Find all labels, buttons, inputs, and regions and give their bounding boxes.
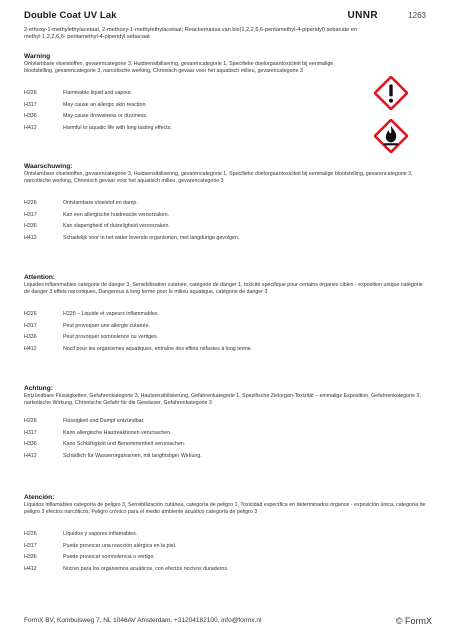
hazard-statement: H336 Kann Schläfrigkeit und Benommenheit verursachen. [24,441,186,448]
ghs-pictograms [374,76,434,162]
hazard-statement-list [24,531,354,577]
hazard-statement-list [24,90,354,136]
hazard-statement: H226 H226 – Liquide et vapeurs inflammables. [24,311,159,317]
section-description: Ontvlambare vloeistoffen, gevarencategorie 3, Huidsensibilisering, gevarencategorie 1, Specifieke doelorgaantoxiciteit bij eenmalige blootstelling, gevarencategorie 3, narcotische werking, Chronisch gevaar voor het aquatisch milieu, gevarencategorie 3 [24,61,334,75]
hazard-statement: H226 Flüssigkeit und Dampf entzündbar. [24,418,145,424]
hazard-statement: H412 Schädlich für Wasserorganismen, mit langfristiger Wirkung. [24,452,202,459]
section-es [24,494,426,572]
hazard-statement: H336 Peut provoquer somnolence ou vertiges. [24,334,159,341]
hazard-statement: H336 May cause drowsiness or dizziness. [24,113,148,120]
section-de [24,385,426,459]
section-heading: Waarschuwing: [24,163,73,170]
hazard-statement-list [24,418,354,464]
hazard-statement: H226 Ontvlambare vloeistof en damp. [24,200,138,206]
section-heading: Warning [24,53,51,60]
hazard-statement: H317 Kan een allergische huidreactie veroorzaken. [24,211,170,218]
flame-pictogram [374,119,408,153]
hazard-statement: H412 Schadelijk voor in het water levende organismen, met langdurige gevolgen. [24,234,240,241]
section-description: Entzündbare Flüssigkeiten, Gefahrenkategorie 3, Hautsensibilisierung, Gefahrenkategorie 1, Spezifische Zielorgan-Toxizität – einmalige Exposition, Gefahrenkategorie 3, narkotische Wirkung, Chronische Gefahr für die Gewässer, Gefahrenkategorie 3 [24,393,421,407]
hazard-statement: H336 Puede provocar somnolencia o vértigo. [24,554,155,561]
section-description: Liquides inflammables catégorie de danger 3, Sensibilisation cutanée, catégorie de danger 1, toxicité spécifique pour certains organes cibles - exposition unique catégorie de danger 3 effets narcotiques, Dangereux à long terme pour le milieu aquatique, catégorie de danger 3 [24,282,423,296]
hazard-statement: H226 Flammable liquid and vapour. [24,90,133,96]
substance-list: 2-ethoxy-1-methylethylacetaat, 2-methoxy-1-methylethylacetaat; Reactiemassa van bis(1,2,2,6,6-pentamethyl-4-piperidyl) sebacate en methyl 1,2,2,6,6- pentamethyl-4-piperidyl sebacaat [24,27,357,41]
section-description: Líquidos inflamables categoría de peligro 3, Sensibilización cutánea, categoría de peligro 1, Toxicidad específica en determinados órganos - exposición única, categoría de peligro 3 efectos narcóticos, Peligro crónico para el medio ambiente acuático categoría de peligro 3 [24,502,426,516]
hazard-statement-list [24,200,354,246]
hazard-statement: H317 May cause an allergic skin reaction. [24,101,147,108]
section-heading: Achtung: [24,385,53,392]
label-header [24,10,426,24]
brand-name: UNNR [347,10,378,21]
hazard-statement: H336 Kan slaperigheid of duizeligheid veroorzaken. [24,223,170,230]
section-nl [24,163,426,241]
hazard-statement-list [24,311,354,357]
hazard-statement: H412 Harmful to aquatic life with long lasting effects. [24,124,172,131]
footer-brand: © FormX [395,616,432,626]
section-description: Ontvlambare vloeistoffen, gevarencategorie 3, Huidsensibilisering, gevarencategorie 1, Specifieke doelorgaantoxiciteit bij eenmalige blootstelling, gevarencategorie 3, narcotische werking, Chronisch gevaar voor het aquatisch milieu, gevarencategorie 3 [24,171,413,185]
section-en [24,53,426,131]
section-heading: Attention: [24,274,56,281]
hazard-statement: H226 Líquidos y vapores inflamables. [24,531,138,537]
exclamation-mark-pictogram [374,76,408,110]
hazard-statement: H317 Kann allergische Hautreaktionen verursachen. [24,429,172,436]
section-fr [24,274,426,352]
hazard-statement: H412 Nocif pour les organismes aquatiques, entraîne des effets néfastes à long terme. [24,345,253,352]
hazard-statement: H317 Puede provocar una reacción alérgica en la piel. [24,542,177,549]
hazard-statement: H317 Peut provoquer une allergie cutanée. [24,322,150,329]
product-code: 1263 [408,11,426,20]
product-title: Double Coat UV Lak [24,10,117,21]
hazard-statement: H412 Nocivo para los organismos acuáticos, con efectos nocivos duraderos. [24,565,229,572]
section-heading: Atención: [24,494,55,501]
footer-address: FormX BV, Kombuisweg 7, NL 1046AV Amsterdam, +31204182100, info@formx.nl [24,617,262,624]
